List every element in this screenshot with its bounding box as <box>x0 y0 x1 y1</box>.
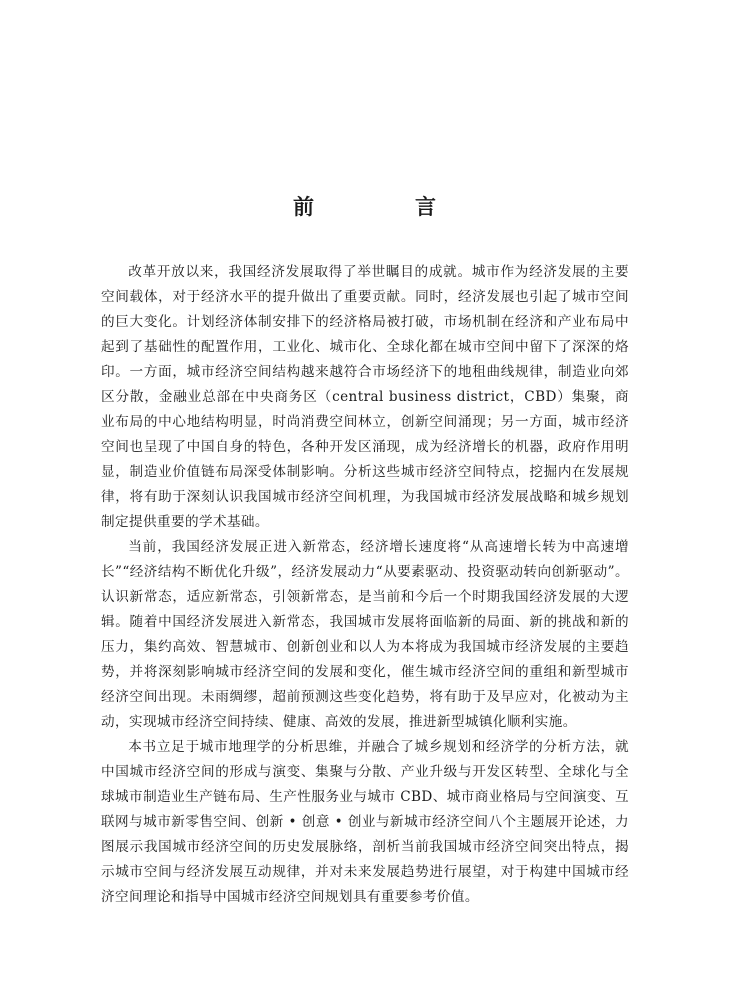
paragraph-2: 当前，我国经济发展正进入新常态，经济增长速度将“从高速增长转为中高速增长”“经济结构不断优化升级”，经济发展动力“从要素驱动、投资驱动转向创新驱动”。认识新常态，适应新常态，引领新常态，是当前和今后一个时期我国经济发展的大逻辑。随着中国经济发展进入新常态，我国城市发展将面临新的局面、新的挑战和新的压力，集约高效、智慧城市、创新创业和以人为本将成为我国城市经济发展的主要趋势，并将深刻影响城市经济空间的发展和变化，催生城市经济空间的重组和新型城市经济空间出现。未雨绸缪，超前预测这些变化趋势，将有助于及早应对，化被动为主动，实现城市经济空间持续、健康、高效的发展，推进新型城镇化顺利实施。 <box>101 539 629 730</box>
page-title: 前 言 <box>293 194 476 219</box>
document-body <box>101 260 629 910</box>
paragraph-1: 改革开放以来，我国经济发展取得了举世瞩目的成就。城市作为经济发展的主要空间载体，对于经济水平的提升做出了重要贡献。同时，经济发展也引起了城市空间的巨大变化。计划经济体制安排下的经济格局被打破，市场机制在经济和产业布局中起到了基础性的配置作用，工业化、城市化、全球化都在城市空间中留下了深深的烙印。一方面，城市经济空间结构越来越符合市场经济下的地租曲线规律，制造业向郊区分散，金融业总部在中央商务区（central business district，CBD）集聚，商业布局的中心地结构明显，时尚消费空间林立，创新空间涌现；另一方面，城市经济空间也呈现了中国自身的特色，各种开发区涌现，成为经济增长的机器，政府作用明显，制造业价值链布局深受体制影响。分析这些城市经济空间特点，挖掘内在发展规律，将有助于深刻认识我国城市经济空间机理，为我国城市经济发展战略和城乡规划制定提供重要的学术基础。 <box>101 264 629 530</box>
paragraph-3: 本书立足于城市地理学的分析思维，并融合了城乡规划和经济学的分析方法，就中国城市经济空间的形成与演变、集聚与分散、产业升级与开发区转型、全球化与全球城市制造业生产链布局、生产性服务业与城市 CBD、城市商业格局与空间演变、互联网与城市新零售空间、创新 • 创意 • 创业与新城市经济空间八个主题展开论述，力图展示我国城市经济空间的历史发展脉络，剖析当前我国城市经济空间突出特点，揭示城市空间与经济发展互动规律，并对未来发展趋势进行展望，对于构建中国城市经济空间理论和指导中国城市经济空间规划具有重要参考价值。 <box>101 739 629 905</box>
